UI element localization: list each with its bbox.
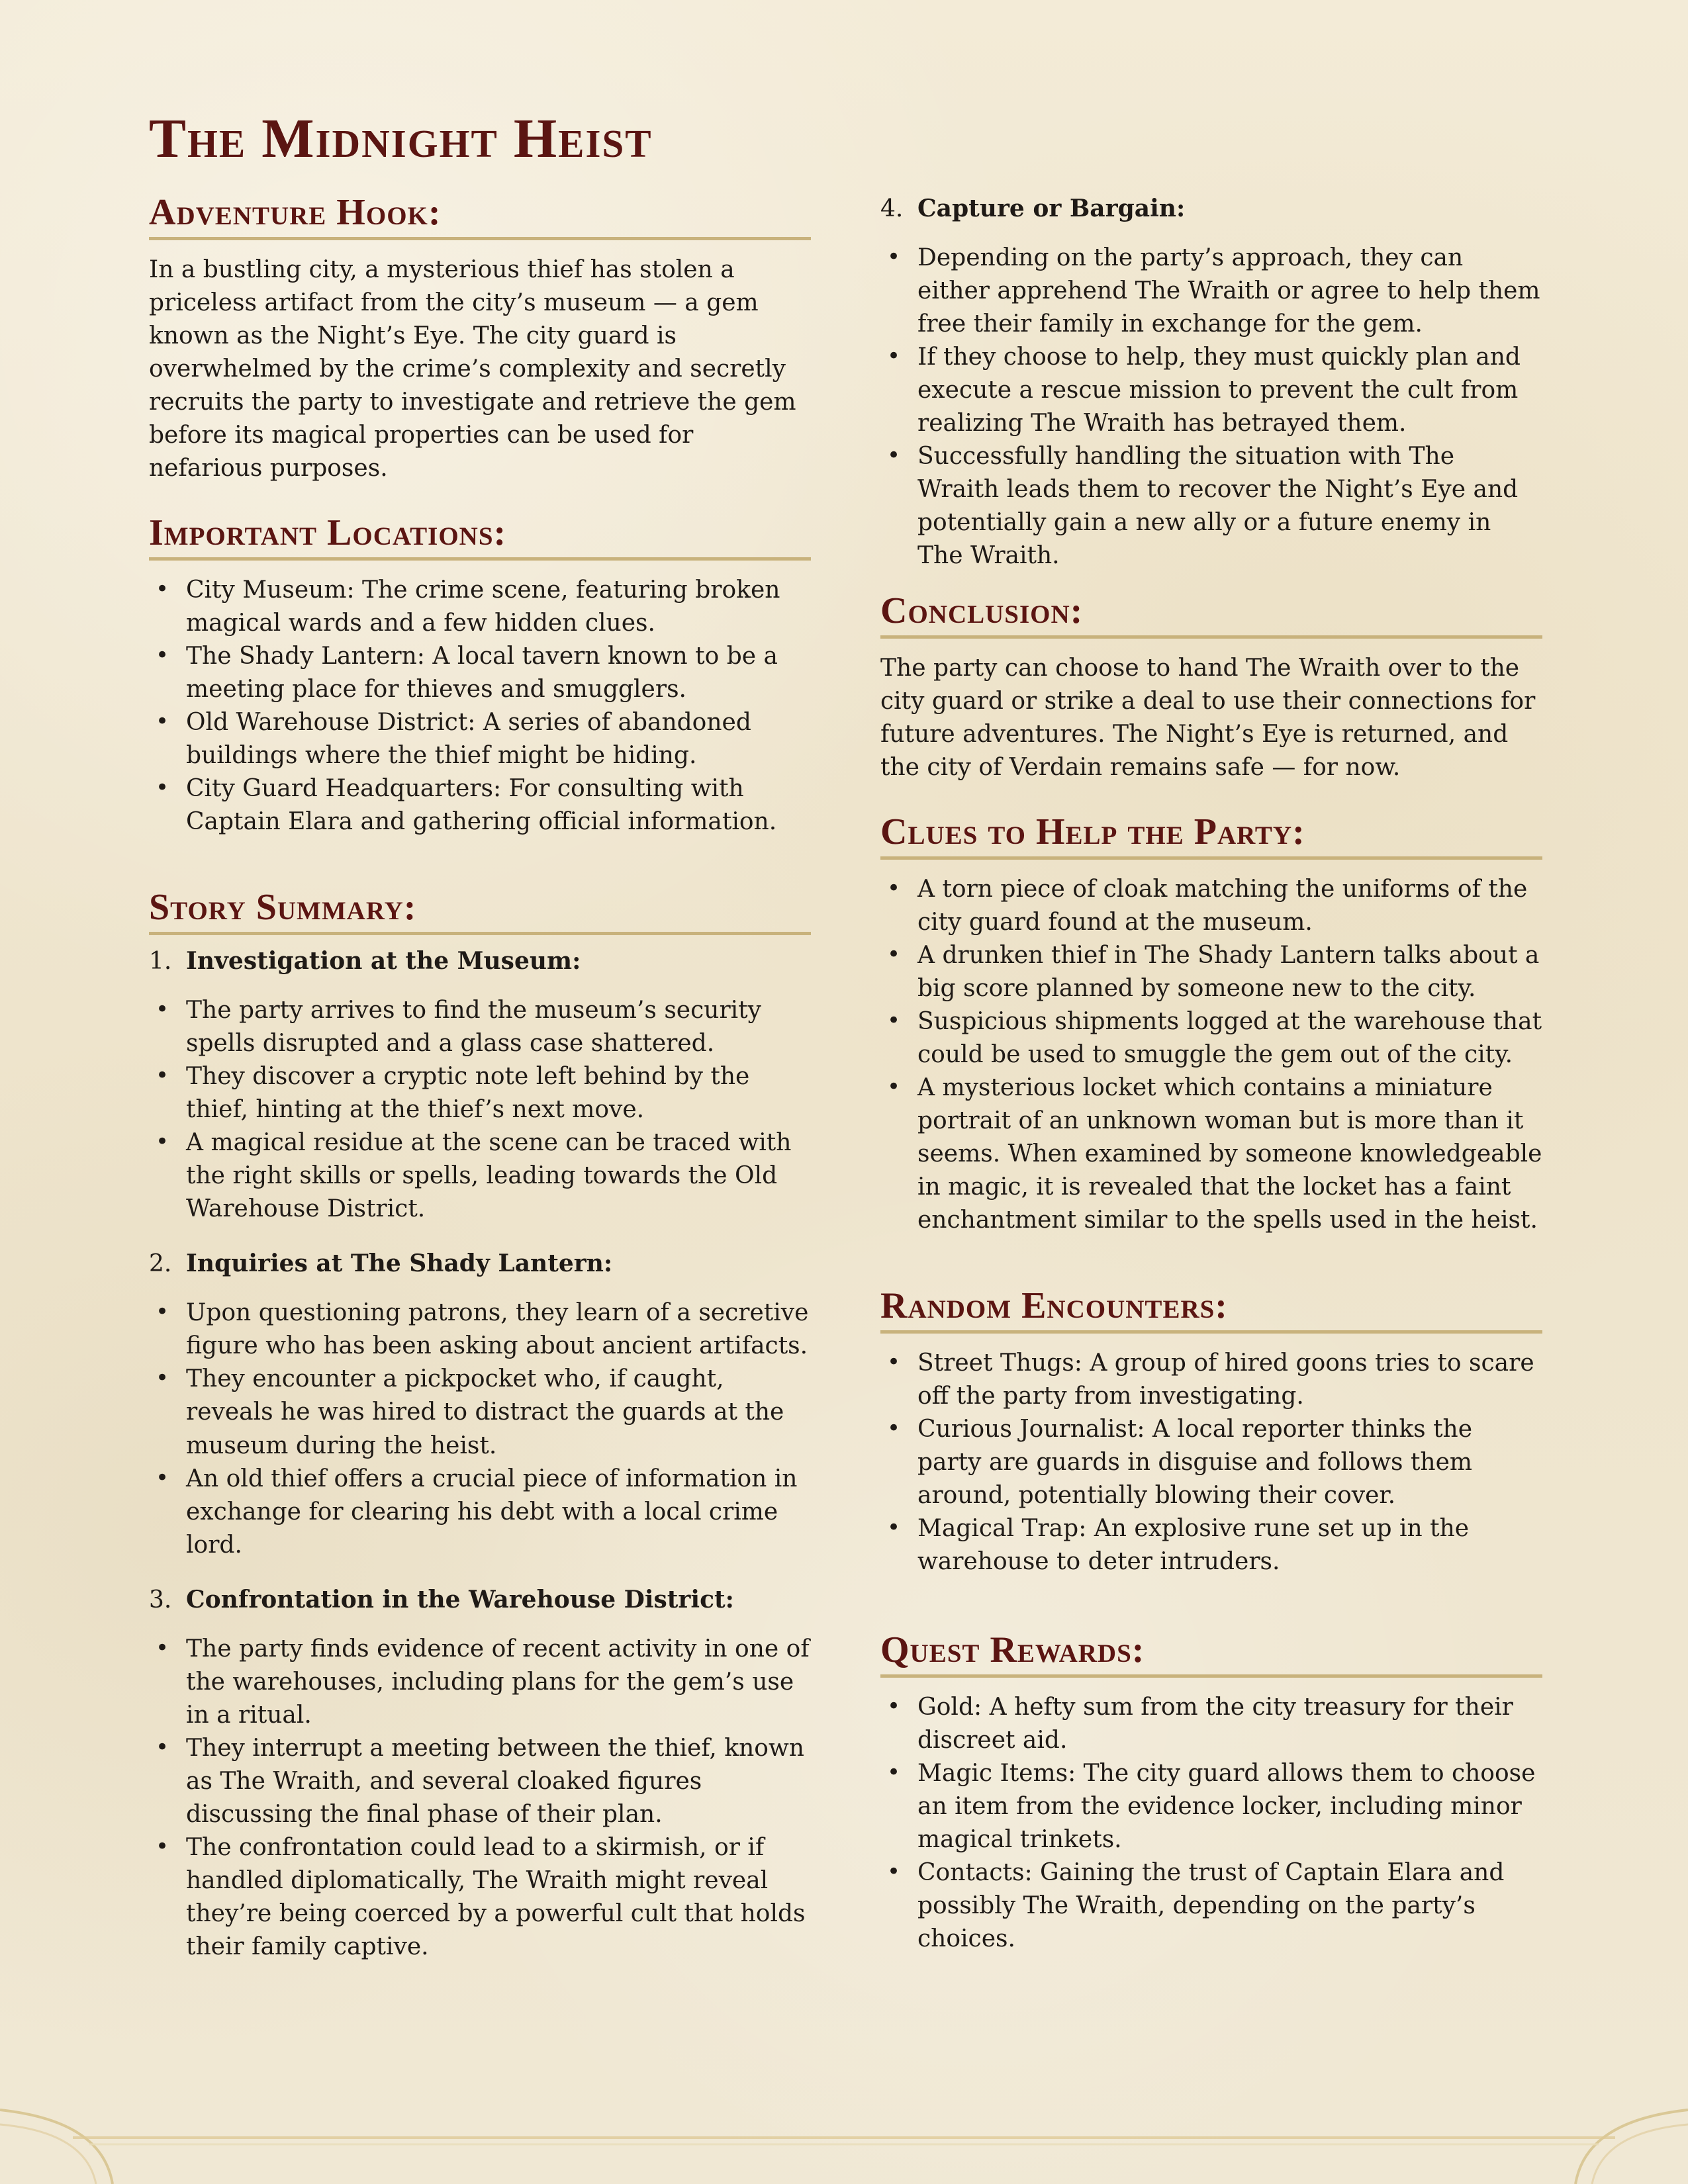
important-locations-heading: Important Locations: [149,514,811,561]
story-part-heading [880,195,1542,223]
story-part-number: 4. [880,195,904,222]
story-item: • Depending on the party’s approach, they can either apprehend The Wraith or agree to help them free their family in exchange for the gem. [880,242,1542,341]
location-item: • Old Warehouse District: A series of abandoned buildings where the thief might be hiding. [149,706,811,772]
clue-item: • A drunken thief in The Shady Lantern talks about a big score planned by someone new to the city. [880,939,1542,1005]
encounter-item: • Street Thugs: A group of hired goons tries to scare off the party from investigating. [880,1347,1542,1413]
story-part-body [149,1633,811,1964]
story-part-list [149,1297,811,1561]
story-item: • The confrontation could lead to a skirmish, or if handled diplomatically, The Wraith might reveal they’re being coerced by a powerful cult that holds their family captive. [149,1831,811,1964]
quest-rewards-list [880,1691,1542,1956]
quest-rewards-body [880,1691,1542,1956]
clue-item: • A mysterious locket which contains a miniature portrait of an unknown woman but is more than it seems. When examined by someone knowledgeable in magic, it is revealed that the locket has a faint enchantment similar to the spells used in the heist. [880,1071,1542,1237]
story-part-list [149,994,811,1226]
important-locations-list [149,574,811,839]
reward-item: • Magic Items: The city guard allows them to choose an item from the evidence locker, including minor magical trinkets. [880,1757,1542,1856]
random-encounters-body [880,1347,1542,1578]
encounter-item: • Curious Journalist: A local reporter thinks the party are guards in disguise and follows them around, potentially blowing their cover. [880,1413,1542,1512]
conclusion-paragraph: The party can choose to hand The Wraith over to the city guard or strike a deal to use their connections for future adventures. The Night’s Eye is returned, and the city of Verdain remains safe — for now. [880,654,1536,781]
clues-section [880,813,1542,1237]
adventure-hook-heading: Adventure Hook: [149,193,811,240]
clues-heading: Clues to Help the Party: [880,813,1542,860]
clues-list [880,873,1542,1237]
location-item: • City Guard Headquarters: For consulting with Captain Elara and gathering official information. [149,772,811,839]
random-encounters-heading: Random Encounters: [880,1287,1542,1334]
story-part-title: Inquiries at The Shady Lantern: [186,1250,613,1278]
story-part-body [880,242,1542,572]
encounter-item: • Magical Trap: An explosive rune set up in the warehouse to deter intruders. [880,1512,1542,1578]
quest-rewards-heading: Quest Rewards: [880,1631,1542,1678]
story-part-body [149,1297,811,1561]
adventure-hook-paragraph: In a bustling city, a mysterious thief has stolen a priceless artifact from the city’s museum — a gem known as the Night’s Eye. The city guard is overwhelmed by the crime’s complexity and secretly recruits the party to investigate and retrieve the gem before its magical properties can be used for nefarious purposes. [149,255,796,482]
clue-item: • Suspicious shipments logged at the warehouse that could be used to smuggle the gem out of the city. [880,1005,1542,1071]
adventure-hook-body [149,253,811,485]
story-item: • A magical residue at the scene can be traced with the right skills or spells, leading towards the Old Warehouse District. [149,1126,811,1226]
story-item: • Successfully handling the situation with The Wraith leads them to recover the Night’s Eye and potentially gain a new ally or a future enemy in The Wraith. [880,440,1542,572]
location-item: • The Shady Lantern: A local tavern known to be a meeting place for thieves and smugglers. [149,640,811,706]
story-part-title: Confrontation in the Warehouse District: [186,1585,734,1614]
story-item: • They encounter a pickpocket who, if caught, reveals he was hired to distract the guards at the museum during the heist. [149,1363,811,1462]
story-part-list [880,242,1542,572]
random-encounters-list [880,1347,1542,1578]
capture-or-bargain-section [880,195,1542,573]
story-part-heading [149,947,811,976]
story-part-list [149,1633,811,1964]
story-part-number: 2. [149,1250,172,1278]
story-part-number: 1. [149,947,172,975]
story-summary-section [149,888,811,1964]
story-part-body [149,994,811,1226]
story-item: • An old thief offers a crucial piece of information in exchange for clearing his debt with a local crime lord. [149,1463,811,1562]
story-item: • They interrupt a meeting between the thief, known as The Wraith, and several cloaked figures discussing the final phase of their plan. [149,1732,811,1831]
story-item: • Upon questioning patrons, they learn of a secretive figure who has been asking about ancient artifacts. [149,1297,811,1363]
story-part-title: Capture or Bargain: [917,195,1186,222]
quest-rewards-section [880,1631,1542,1956]
story-item: • The party arrives to find the museum’s security spells disrupted and a glass case shattered. [149,994,811,1060]
story-item: • If they choose to help, they must quickly plan and execute a rescue mission to prevent the cult from realizing The Wraith has betrayed them. [880,341,1542,440]
page-title: The Midnight Heist [149,108,653,169]
conclusion-section [880,592,1542,784]
location-item: • City Museum: The crime scene, featuring broken magical wards and a few hidden clues. [149,574,811,640]
clues-body [880,873,1542,1237]
important-locations-body [149,574,811,839]
story-part-heading [149,1250,811,1278]
clue-item: • A torn piece of cloak matching the uniforms of the city guard found at the museum. [880,873,1542,939]
reward-item: • Contacts: Gaining the trust of Captain Elara and possibly The Wraith, depending on the party’s choices. [880,1856,1542,1956]
story-part-title: Investigation at the Museum: [186,946,581,975]
random-encounters-section [880,1287,1542,1578]
conclusion-body [880,652,1542,784]
story-item: • They discover a cryptic note left behind by the thief, hinting at the thief’s next move. [149,1060,811,1126]
story-part-heading [149,1586,811,1614]
story-summary-heading: Story Summary: [149,888,811,935]
adventure-hook-section [149,193,811,485]
story-item: • The party finds evidence of recent activity in one of the warehouses, including plans for the gem’s use in a ritual. [149,1633,811,1732]
important-locations-section [149,514,811,839]
story-part-number: 3. [149,1586,172,1614]
conclusion-heading: Conclusion: [880,592,1542,639]
reward-item: • Gold: A hefty sum from the city treasury for their discreet aid. [880,1691,1542,1757]
footer-ornament [0,2045,1688,2184]
